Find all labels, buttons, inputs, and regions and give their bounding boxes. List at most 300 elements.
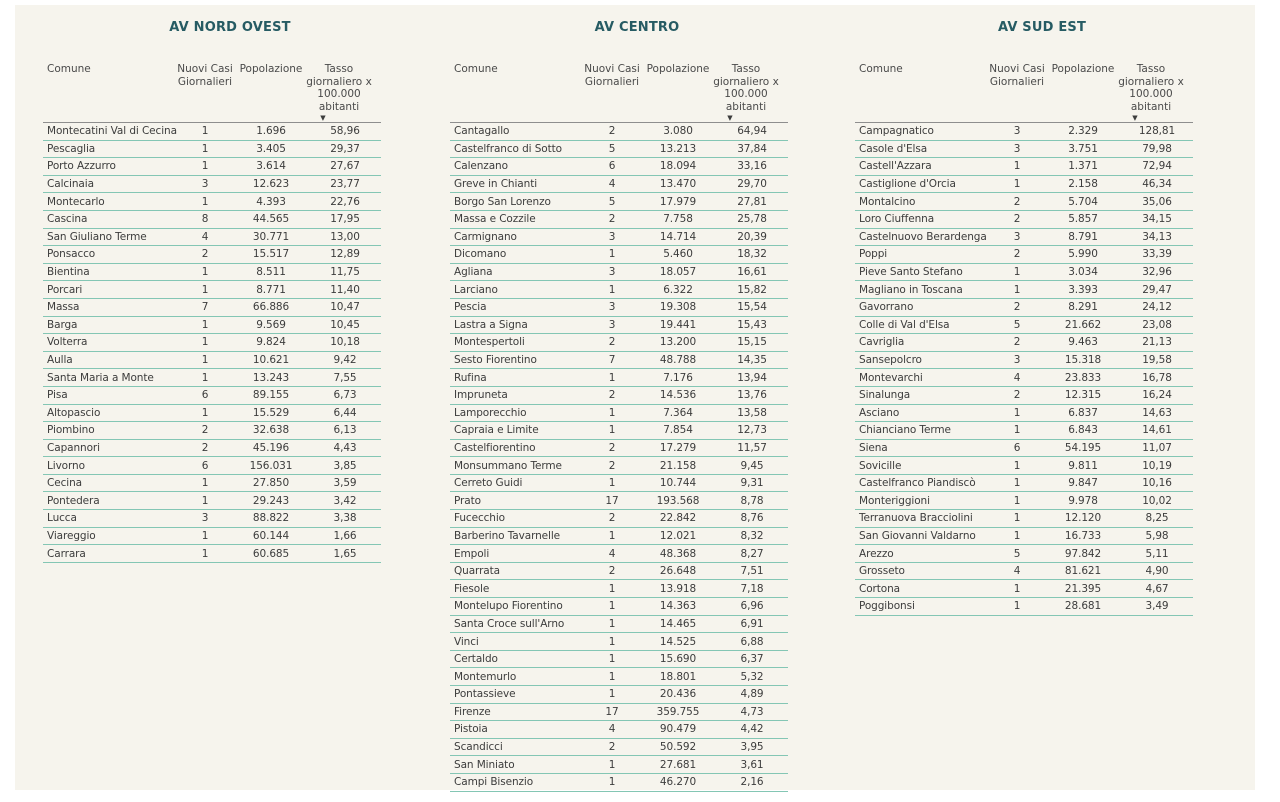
tasso-cell: 16,78 bbox=[1142, 371, 1172, 384]
tasso-cell: 5,98 bbox=[1145, 529, 1169, 542]
nuovi-casi-cell: 6 bbox=[1013, 441, 1021, 454]
nuovi-casi-cell: 1 bbox=[201, 547, 209, 560]
nuovi-casi-cell: 2 bbox=[1013, 213, 1021, 226]
nuovi-casi-cell: 1 bbox=[608, 653, 616, 666]
popolazione-cell: 12.623 bbox=[252, 178, 290, 191]
tasso-cell: 24,12 bbox=[1142, 301, 1172, 314]
table-row bbox=[43, 158, 381, 176]
popolazione-cell: 8.771 bbox=[256, 283, 286, 296]
table-row bbox=[450, 317, 788, 335]
popolazione-cell: 3.751 bbox=[1068, 142, 1098, 155]
nuovi-casi-cell: 2 bbox=[1013, 195, 1021, 208]
nuovi-casi-cell: 1 bbox=[1013, 283, 1021, 296]
tasso-cell: 4,43 bbox=[333, 441, 357, 454]
table-row bbox=[450, 616, 788, 634]
nuovi-casi-cell: 4 bbox=[608, 178, 616, 191]
comune-cell: Lamporecchio bbox=[454, 406, 527, 419]
tasso-cell: 3,61 bbox=[740, 758, 764, 771]
tasso-cell: 15,54 bbox=[737, 301, 767, 314]
table-row bbox=[450, 246, 788, 264]
popolazione-cell: 1.696 bbox=[256, 125, 286, 138]
column-header-popolazione[interactable]: Popolazione bbox=[646, 63, 710, 75]
nuovi-casi-cell: 2 bbox=[608, 459, 616, 472]
popolazione-cell: 3.080 bbox=[663, 125, 693, 138]
nuovi-casi-cell: 3 bbox=[1013, 125, 1021, 138]
popolazione-cell: 90.479 bbox=[659, 723, 697, 736]
table-row bbox=[43, 264, 381, 282]
popolazione-cell: 9.978 bbox=[1068, 494, 1098, 507]
table-row bbox=[450, 686, 788, 704]
comune-cell: Terranuova Bracciolini bbox=[859, 512, 973, 525]
comune-cell: Santa Croce sull'Arno bbox=[454, 617, 565, 630]
nuovi-casi-cell: 1 bbox=[201, 354, 209, 367]
comune-cell: Scandicci bbox=[454, 741, 503, 754]
popolazione-cell: 7.176 bbox=[663, 371, 693, 384]
column-header-comune[interactable]: Comune bbox=[47, 63, 91, 75]
comune-cell: Empoli bbox=[454, 547, 490, 560]
comune-cell: Fiesole bbox=[454, 582, 490, 595]
comune-cell: Gavorrano bbox=[859, 301, 914, 314]
tasso-cell: 29,47 bbox=[1142, 283, 1172, 296]
nuovi-casi-cell: 1 bbox=[1013, 582, 1021, 595]
nuovi-casi-cell: 5 bbox=[608, 195, 616, 208]
nuovi-casi-cell: 1 bbox=[201, 195, 209, 208]
comune-cell: Aulla bbox=[47, 354, 73, 367]
tasso-cell: 29,70 bbox=[737, 178, 767, 191]
comune-cell: Castell'Azzara bbox=[859, 160, 932, 173]
popolazione-cell: 2.329 bbox=[1068, 125, 1098, 138]
tasso-cell: 10,18 bbox=[330, 336, 360, 349]
column-header-tasso-label: Tasso giornaliero x 100.000 abitanti bbox=[1118, 63, 1184, 113]
nuovi-casi-cell: 6 bbox=[201, 389, 209, 402]
popolazione-cell: 8.291 bbox=[1068, 301, 1098, 314]
comune-cell: Monsummano Terme bbox=[454, 459, 562, 472]
table-row bbox=[450, 545, 788, 563]
table-row bbox=[855, 422, 1193, 440]
popolazione-cell: 359.755 bbox=[656, 705, 700, 718]
nuovi-casi-cell: 3 bbox=[201, 178, 209, 191]
popolazione-cell: 3.405 bbox=[256, 142, 286, 155]
comune-cell: Carmignano bbox=[454, 230, 517, 243]
tasso-cell: 10,19 bbox=[1142, 459, 1172, 472]
column-header-popolazione[interactable]: Popolazione bbox=[1051, 63, 1115, 75]
popolazione-cell: 19.308 bbox=[659, 301, 697, 314]
popolazione-cell: 45.196 bbox=[252, 441, 290, 454]
nuovi-casi-cell: 3 bbox=[1013, 230, 1021, 243]
nuovi-casi-cell: 5 bbox=[608, 142, 616, 155]
comune-cell: Montecatini Val di Cecina bbox=[47, 125, 177, 138]
popolazione-cell: 6.843 bbox=[1068, 424, 1098, 437]
table-row bbox=[450, 633, 788, 651]
comune-cell: Montalcino bbox=[859, 195, 916, 208]
popolazione-cell: 21.395 bbox=[1064, 582, 1102, 595]
column-header-comune[interactable]: Comune bbox=[454, 63, 498, 75]
table-row bbox=[450, 721, 788, 739]
popolazione-cell: 1.371 bbox=[1068, 160, 1098, 173]
popolazione-cell: 193.568 bbox=[656, 494, 700, 507]
table-header-row bbox=[450, 63, 788, 123]
comune-cell: Campi Bisenzio bbox=[454, 776, 534, 789]
nuovi-casi-cell: 1 bbox=[201, 336, 209, 349]
tasso-cell: 34,13 bbox=[1142, 230, 1172, 243]
tasso-cell: 25,78 bbox=[737, 213, 767, 226]
comune-cell: Calcinaia bbox=[47, 178, 94, 191]
popolazione-cell: 18.057 bbox=[659, 266, 697, 279]
tasso-cell: 4,73 bbox=[740, 705, 764, 718]
table-row bbox=[43, 123, 381, 141]
table-row bbox=[855, 246, 1193, 264]
comune-cell: Bientina bbox=[47, 266, 90, 279]
popolazione-cell: 12.315 bbox=[1064, 389, 1102, 402]
tasso-cell: 7,55 bbox=[333, 371, 357, 384]
comune-cell: Sesto Fiorentino bbox=[454, 354, 537, 367]
popolazione-cell: 14.536 bbox=[659, 389, 697, 402]
table-row bbox=[855, 299, 1193, 317]
table-row bbox=[450, 668, 788, 686]
popolazione-cell: 5.990 bbox=[1068, 248, 1098, 261]
nuovi-casi-cell: 4 bbox=[1013, 371, 1021, 384]
table-title: AV SUD EST bbox=[997, 20, 1087, 35]
tasso-cell: 128,81 bbox=[1138, 125, 1176, 138]
nuovi-casi-cell: 1 bbox=[608, 600, 616, 613]
tasso-cell: 33,39 bbox=[1142, 248, 1172, 261]
tasso-cell: 5,11 bbox=[1145, 547, 1169, 560]
nuovi-casi-cell: 2 bbox=[201, 441, 209, 454]
table-row bbox=[855, 158, 1193, 176]
tasso-cell: 8,25 bbox=[1145, 512, 1169, 525]
tasso-cell: 3,49 bbox=[1145, 600, 1169, 613]
comune-cell: Castelnuovo Berardenga bbox=[859, 230, 987, 243]
popolazione-cell: 13.918 bbox=[659, 582, 697, 595]
table-row bbox=[855, 510, 1193, 528]
table-row bbox=[450, 774, 788, 792]
table-row bbox=[855, 334, 1193, 352]
tasso-cell: 3,38 bbox=[333, 512, 357, 525]
table-row bbox=[450, 229, 788, 247]
table-row bbox=[450, 580, 788, 598]
column-header-comune[interactable]: Comune bbox=[859, 63, 903, 75]
comune-cell: Castiglione d'Orcia bbox=[859, 178, 956, 191]
table-row bbox=[855, 211, 1193, 229]
nuovi-casi-cell: 1 bbox=[608, 758, 616, 771]
comune-cell: Barga bbox=[47, 318, 78, 331]
comune-cell: Lastra a Signa bbox=[454, 318, 528, 331]
comune-cell: Pieve Santo Stefano bbox=[859, 266, 963, 279]
comune-cell: Pescaglia bbox=[47, 142, 96, 155]
comune-cell: Pescia bbox=[454, 301, 487, 314]
table-body bbox=[43, 123, 381, 563]
tasso-cell: 9,31 bbox=[740, 477, 764, 490]
nuovi-casi-cell: 2 bbox=[608, 512, 616, 525]
tasso-cell: 8,32 bbox=[740, 529, 764, 542]
column-header-tasso-label: Tasso giornaliero x 100.000 abitanti bbox=[713, 63, 779, 113]
tasso-cell: 13,76 bbox=[737, 389, 767, 402]
nuovi-casi-cell: 1 bbox=[608, 688, 616, 701]
tasso-cell: 46,34 bbox=[1142, 178, 1172, 191]
table-header-row bbox=[43, 63, 381, 123]
column-header-nuovi-casi[interactable]: Nuovi Casi Giornalieri bbox=[584, 63, 640, 88]
popolazione-cell: 27.681 bbox=[659, 758, 697, 771]
tasso-cell: 15,43 bbox=[737, 318, 767, 331]
table-row bbox=[855, 264, 1193, 282]
table-row bbox=[450, 334, 788, 352]
popolazione-cell: 9.824 bbox=[256, 336, 286, 349]
tasso-cell: 6,44 bbox=[333, 406, 357, 419]
popolazione-cell: 48.368 bbox=[659, 547, 697, 560]
nuovi-casi-cell: 1 bbox=[608, 283, 616, 296]
nuovi-casi-cell: 2 bbox=[1013, 336, 1021, 349]
tasso-cell: 14,35 bbox=[737, 354, 767, 367]
popolazione-cell: 29.243 bbox=[252, 494, 290, 507]
popolazione-cell: 17.979 bbox=[659, 195, 697, 208]
nuovi-casi-cell: 1 bbox=[201, 125, 209, 138]
nuovi-casi-cell: 1 bbox=[201, 477, 209, 490]
nuovi-casi-cell: 8 bbox=[201, 213, 209, 226]
comune-cell: Santa Maria a Monte bbox=[47, 371, 154, 384]
table-row bbox=[43, 334, 381, 352]
comune-cell: Firenze bbox=[454, 705, 491, 718]
popolazione-cell: 7.364 bbox=[663, 406, 693, 419]
nuovi-casi-cell: 7 bbox=[608, 354, 616, 367]
nuovi-casi-cell: 4 bbox=[608, 547, 616, 560]
comune-cell: Calenzano bbox=[454, 160, 508, 173]
nuovi-casi-cell: 1 bbox=[608, 371, 616, 384]
tasso-cell: 12,73 bbox=[737, 424, 767, 437]
tasso-cell: 19,58 bbox=[1142, 354, 1172, 367]
table-body bbox=[855, 123, 1193, 616]
nuovi-casi-cell: 1 bbox=[201, 266, 209, 279]
column-header-tasso[interactable] bbox=[704, 63, 788, 122]
popolazione-cell: 89.155 bbox=[252, 389, 290, 402]
comune-cell: Montevarchi bbox=[859, 371, 923, 384]
popolazione-cell: 2.158 bbox=[1068, 178, 1098, 191]
tasso-cell: 15,82 bbox=[737, 283, 767, 296]
table-row bbox=[450, 563, 788, 581]
table-row bbox=[43, 492, 381, 510]
popolazione-cell: 3.393 bbox=[1068, 283, 1098, 296]
comune-cell: Carrara bbox=[47, 547, 86, 560]
table-row bbox=[450, 598, 788, 616]
sort-descending-icon[interactable]: ▼ bbox=[1132, 114, 1138, 122]
table-row bbox=[855, 405, 1193, 423]
comune-cell: San Miniato bbox=[454, 758, 515, 771]
tasso-cell: 11,40 bbox=[330, 283, 360, 296]
table-row bbox=[43, 528, 381, 546]
tasso-cell: 8,27 bbox=[740, 547, 764, 560]
table-row bbox=[450, 510, 788, 528]
comune-cell: Magliano in Toscana bbox=[859, 283, 963, 296]
table-row bbox=[855, 317, 1193, 335]
tasso-cell: 1,65 bbox=[333, 547, 357, 560]
comune-cell: Casole d'Elsa bbox=[859, 142, 928, 155]
nuovi-casi-cell: 1 bbox=[1013, 600, 1021, 613]
tasso-cell: 7,51 bbox=[740, 565, 764, 578]
sort-descending-icon[interactable]: ▼ bbox=[727, 114, 733, 122]
comune-cell: Ponsacco bbox=[47, 248, 96, 261]
tasso-cell: 29,37 bbox=[330, 142, 360, 155]
nuovi-casi-cell: 2 bbox=[1013, 389, 1021, 402]
nuovi-casi-cell: 4 bbox=[201, 230, 209, 243]
comune-cell: Castelfranco di Sotto bbox=[454, 142, 562, 155]
nuovi-casi-cell: 1 bbox=[1013, 160, 1021, 173]
table-row bbox=[450, 457, 788, 475]
popolazione-cell: 6.322 bbox=[663, 283, 693, 296]
table-row bbox=[450, 158, 788, 176]
table-row bbox=[450, 387, 788, 405]
comune-cell: San Giovanni Valdarno bbox=[859, 529, 976, 542]
nuovi-casi-cell: 17 bbox=[605, 494, 619, 507]
popolazione-cell: 13.243 bbox=[252, 371, 290, 384]
table-row bbox=[450, 264, 788, 282]
popolazione-cell: 20.436 bbox=[659, 688, 697, 701]
column-header-nuovi-casi[interactable]: Nuovi Casi Giornalieri bbox=[989, 63, 1045, 88]
table-row bbox=[43, 545, 381, 563]
comune-cell: Altopascio bbox=[47, 406, 101, 419]
popolazione-cell: 14.363 bbox=[659, 600, 697, 613]
comune-cell: Volterra bbox=[47, 336, 88, 349]
popolazione-cell: 19.441 bbox=[659, 318, 697, 331]
comune-cell: Impruneta bbox=[454, 389, 508, 402]
comune-cell: Greve in Chianti bbox=[454, 178, 538, 191]
comune-cell: Prato bbox=[454, 494, 481, 507]
nuovi-casi-cell: 1 bbox=[1013, 512, 1021, 525]
tasso-cell: 4,89 bbox=[740, 688, 764, 701]
popolazione-cell: 3.034 bbox=[1068, 266, 1098, 279]
column-header-tasso[interactable] bbox=[1109, 63, 1193, 122]
table-row bbox=[43, 422, 381, 440]
comune-cell: Pontassieve bbox=[454, 688, 516, 701]
nuovi-casi-cell: 1 bbox=[608, 248, 616, 261]
tasso-cell: 10,16 bbox=[1142, 477, 1172, 490]
table-row bbox=[855, 492, 1193, 510]
nuovi-casi-cell: 1 bbox=[201, 142, 209, 155]
table-row bbox=[43, 246, 381, 264]
popolazione-cell: 9.847 bbox=[1068, 477, 1098, 490]
nuovi-casi-cell: 1 bbox=[1013, 477, 1021, 490]
table-row bbox=[43, 281, 381, 299]
popolazione-cell: 12.120 bbox=[1064, 512, 1102, 525]
table-row bbox=[855, 369, 1193, 387]
nuovi-casi-cell: 3 bbox=[201, 512, 209, 525]
table-row bbox=[855, 457, 1193, 475]
popolazione-cell: 12.021 bbox=[659, 529, 697, 542]
table-row bbox=[855, 141, 1193, 159]
comune-cell: Quarrata bbox=[454, 565, 500, 578]
popolazione-cell: 3.614 bbox=[256, 160, 286, 173]
sort-descending-icon[interactable]: ▼ bbox=[320, 114, 326, 122]
tasso-cell: 15,15 bbox=[737, 336, 767, 349]
nuovi-casi-cell: 1 bbox=[201, 406, 209, 419]
popolazione-cell: 7.758 bbox=[663, 213, 693, 226]
popolazione-cell: 14.465 bbox=[659, 617, 697, 630]
table-row bbox=[855, 387, 1193, 405]
tasso-cell: 8,78 bbox=[740, 494, 764, 507]
nuovi-casi-cell: 6 bbox=[608, 160, 616, 173]
comune-cell: Arezzo bbox=[859, 547, 894, 560]
nuovi-casi-cell: 1 bbox=[608, 406, 616, 419]
comune-cell: Montelupo Fiorentino bbox=[454, 600, 563, 613]
table-row bbox=[855, 475, 1193, 493]
tasso-cell: 34,15 bbox=[1142, 213, 1172, 226]
nuovi-casi-cell: 3 bbox=[608, 266, 616, 279]
comune-cell: Massa bbox=[47, 301, 80, 314]
tasso-cell: 3,85 bbox=[333, 459, 357, 472]
nuovi-casi-cell: 5 bbox=[1013, 318, 1021, 331]
nuovi-casi-cell: 1 bbox=[608, 617, 616, 630]
popolazione-cell: 13.200 bbox=[659, 336, 697, 349]
popolazione-cell: 5.704 bbox=[1068, 195, 1098, 208]
table-row bbox=[43, 211, 381, 229]
table-row bbox=[43, 457, 381, 475]
table-row bbox=[450, 176, 788, 194]
comune-cell: Poppi bbox=[859, 248, 888, 261]
tasso-cell: 13,00 bbox=[330, 230, 360, 243]
tasso-cell: 27,67 bbox=[330, 160, 360, 173]
comune-cell: Siena bbox=[859, 441, 888, 454]
nuovi-casi-cell: 1 bbox=[1013, 406, 1021, 419]
table-row bbox=[450, 369, 788, 387]
column-header-popolazione[interactable]: Popolazione bbox=[239, 63, 303, 75]
popolazione-cell: 5.460 bbox=[663, 248, 693, 261]
popolazione-cell: 9.569 bbox=[256, 318, 286, 331]
nuovi-casi-cell: 2 bbox=[608, 125, 616, 138]
comune-cell: Larciano bbox=[454, 283, 498, 296]
nuovi-casi-cell: 4 bbox=[1013, 565, 1021, 578]
popolazione-cell: 23.833 bbox=[1064, 371, 1102, 384]
nuovi-casi-cell: 5 bbox=[1013, 547, 1021, 560]
table-row bbox=[450, 211, 788, 229]
popolazione-cell: 10.621 bbox=[252, 354, 290, 367]
comune-cell: Viareggio bbox=[47, 529, 96, 542]
table-row bbox=[855, 528, 1193, 546]
nuovi-casi-cell: 3 bbox=[1013, 142, 1021, 155]
nuovi-casi-cell: 1 bbox=[608, 582, 616, 595]
tasso-cell: 6,37 bbox=[740, 653, 764, 666]
table-row bbox=[855, 580, 1193, 598]
table-row bbox=[450, 405, 788, 423]
nuovi-casi-cell: 1 bbox=[201, 494, 209, 507]
popolazione-cell: 97.842 bbox=[1064, 547, 1102, 560]
table-row bbox=[855, 176, 1193, 194]
popolazione-cell: 18.801 bbox=[659, 670, 697, 683]
table-row bbox=[43, 176, 381, 194]
tasso-cell: 3,42 bbox=[333, 494, 357, 507]
tasso-cell: 20,39 bbox=[737, 230, 767, 243]
nuovi-casi-cell: 1 bbox=[1013, 266, 1021, 279]
tasso-cell: 14,61 bbox=[1142, 424, 1172, 437]
table-row bbox=[43, 369, 381, 387]
comune-cell: Pontedera bbox=[47, 494, 100, 507]
popolazione-cell: 18.094 bbox=[659, 160, 697, 173]
comune-cell: Chianciano Terme bbox=[859, 424, 951, 437]
nuovi-casi-cell: 1 bbox=[201, 283, 209, 296]
table-row bbox=[450, 281, 788, 299]
tasso-cell: 11,07 bbox=[1142, 441, 1172, 454]
tasso-cell: 16,24 bbox=[1142, 389, 1172, 402]
nuovi-casi-cell: 1 bbox=[608, 670, 616, 683]
column-header-nuovi-casi[interactable]: Nuovi Casi Giornalieri bbox=[177, 63, 233, 88]
column-header-tasso[interactable] bbox=[297, 63, 381, 122]
table-row bbox=[43, 387, 381, 405]
nuovi-casi-cell: 2 bbox=[1013, 248, 1021, 261]
comune-cell: Campagnatico bbox=[859, 125, 934, 138]
popolazione-cell: 16.733 bbox=[1064, 529, 1102, 542]
comune-cell: Monteriggioni bbox=[859, 494, 930, 507]
comune-cell: Montecarlo bbox=[47, 195, 105, 208]
comune-cell: Cecina bbox=[47, 477, 82, 490]
tasso-cell: 9,45 bbox=[740, 459, 764, 472]
table-row bbox=[43, 317, 381, 335]
